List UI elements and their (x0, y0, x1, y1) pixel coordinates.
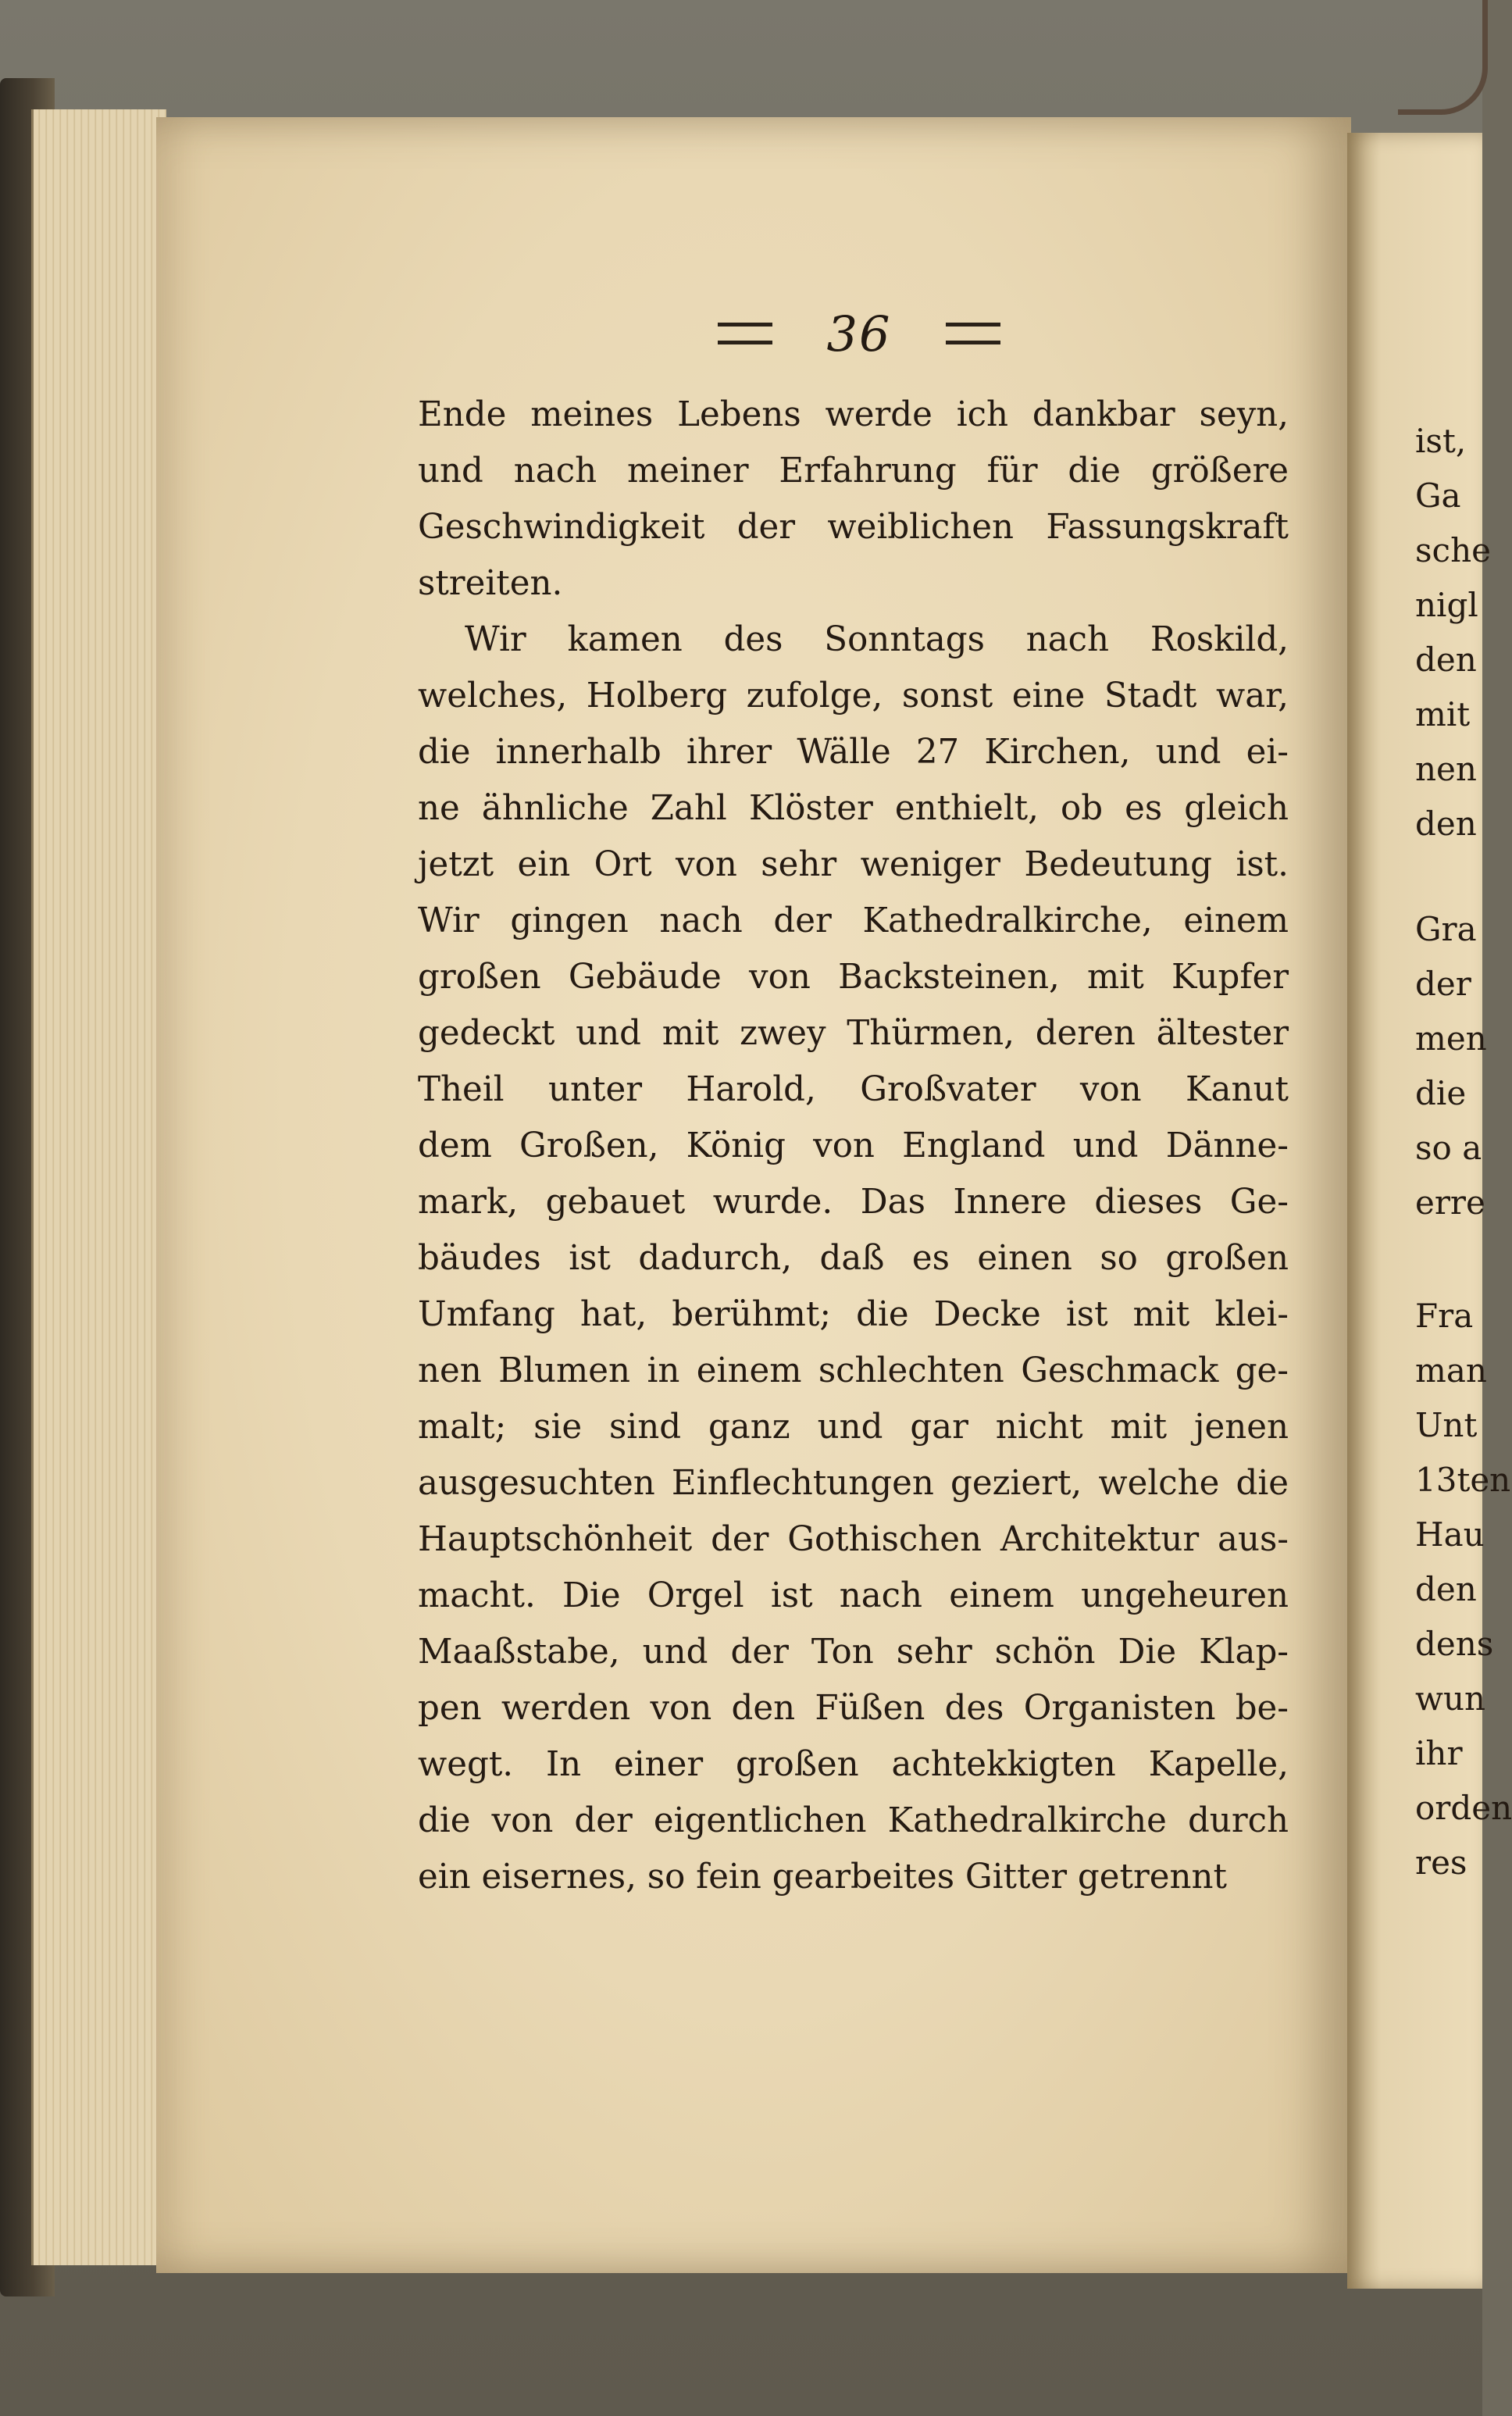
facing-page-fragment: nen (1415, 750, 1477, 788)
text-line: ne ähnliche Zahl Klöster enthielt, ob es gleich (418, 789, 1289, 828)
text-line: und nach meiner Erfahrung für die größere (418, 451, 1289, 491)
facing-page-fragment: mit (1415, 695, 1471, 733)
text-line: pen werden von den Füßen des Organisten be- (418, 1689, 1289, 1728)
facing-page-fragment: sche (1415, 531, 1491, 569)
page-number: 36 (826, 305, 892, 362)
text-line: nen Blumen in einem schlechten Geschmack ge- (418, 1351, 1289, 1390)
text-line: gedeckt und mit zwey Thürmen, deren ältester (418, 1014, 1289, 1053)
text-line: Maaßstabe, und der Ton sehr schön Die Klap- (418, 1633, 1289, 1672)
facing-page-fragment: die (1415, 1074, 1467, 1112)
text-line: Wir gingen nach der Kathedralkirche, einem (418, 901, 1289, 940)
header-rule-left (718, 323, 772, 344)
facing-page-fragment: Gra (1415, 910, 1477, 948)
bookmark-cord (1398, 0, 1488, 115)
text-line: bäudes ist dadurch, daß es einen so großen (418, 1239, 1289, 1278)
text-line: ein eisernes, so fein gearbeites Gitter getrennt (418, 1858, 1227, 1897)
text-line: Hauptschönheit der Gothischen Architektur aus- (418, 1520, 1289, 1559)
facing-page-fragment: dens (1415, 1625, 1494, 1663)
facing-page-fragment: den (1415, 641, 1477, 679)
facing-page-fragment: men (1415, 1019, 1487, 1058)
facing-page-fragment: wun (1415, 1679, 1486, 1718)
text-line: Ende meines Lebens werde ich dankbar seyn, (418, 395, 1289, 434)
facing-page-fragment: Hau (1415, 1515, 1485, 1554)
text-line: malt; sie sind ganz und gar nicht mit jenen (418, 1408, 1289, 1447)
facing-page-fragment: ist, (1415, 422, 1467, 460)
facing-page-fragment: den (1415, 805, 1477, 843)
facing-page-fragment: nigl (1415, 586, 1478, 624)
page-edges (31, 109, 166, 2265)
page-body-text (418, 387, 1289, 1905)
text-line: welches, Holberg zufolge, sonst eine Stadt war, (418, 676, 1289, 716)
facing-page-fragment: 13ten (1415, 1461, 1511, 1499)
text-line: die innerhalb ihrer Wälle 27 Kirchen, und ei- (418, 733, 1289, 772)
facing-page-fragment: man (1415, 1351, 1487, 1390)
facing-page-fragment: so a (1415, 1129, 1482, 1167)
text-line: Geschwindigkeit der weiblichen Fassungskraft (418, 508, 1289, 547)
text-line: dem Großen, König von England und Dänne- (418, 1126, 1289, 1165)
facing-page-fragment: ihr (1415, 1734, 1463, 1772)
facing-page-fragment: orden (1415, 1789, 1512, 1827)
facing-page-fragment: res (1415, 1843, 1467, 1882)
facing-page-fragment: der (1415, 965, 1471, 1003)
text-line: wegt. In einer großen achtekkigten Kapelle, (418, 1745, 1289, 1784)
page-header (679, 306, 1039, 361)
facing-page-fragment: erre (1415, 1183, 1485, 1222)
text-line: Umfang hat, berühmt; die Decke ist mit klei- (418, 1295, 1289, 1334)
text-line: macht. Die Orgel ist nach einem ungeheuren (418, 1576, 1289, 1615)
text-line: großen Gebäude von Backsteinen, mit Kupfer (418, 958, 1289, 997)
header-rule-right (946, 323, 1000, 344)
facing-page-fragment: Unt (1415, 1406, 1478, 1444)
facing-page-fragment: den (1415, 1570, 1477, 1608)
text-line: Theil unter Harold, Großvater von Kanut (418, 1070, 1289, 1109)
text-line: mark, gebauet wurde. Das Innere dieses Ge- (418, 1183, 1289, 1222)
text-line: ausgesuchten Einflechtungen geziert, welche die (418, 1464, 1289, 1503)
text-line: Wir kamen des Sonntags nach Roskild, (465, 620, 1289, 659)
text-line: die von der eigentlichen Kathedralkirche durch (418, 1801, 1289, 1840)
facing-page-fragment: Ga (1415, 476, 1461, 515)
text-line: jetzt ein Ort von sehr weniger Bedeutung ist. (418, 845, 1289, 884)
facing-page-fragment: Fra (1415, 1297, 1474, 1335)
text-line: streiten. (418, 564, 563, 603)
